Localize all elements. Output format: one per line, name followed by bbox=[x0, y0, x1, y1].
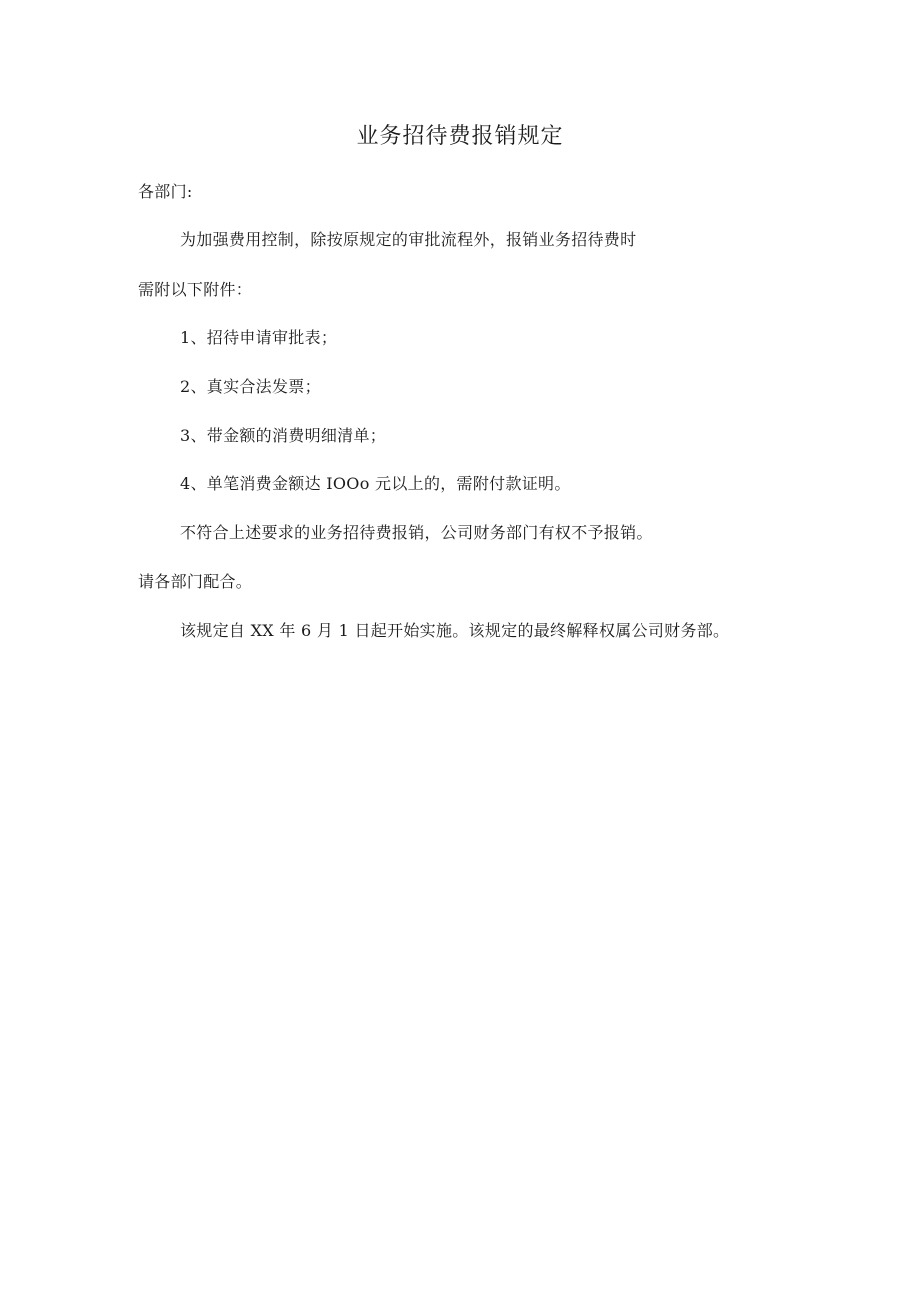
list-item-2: 2、真实合法发票； bbox=[180, 377, 321, 396]
notice-paragraph-line-1: 不符合上述要求的业务招待费报销，公司财务部门有权不予报销。 bbox=[180, 523, 653, 542]
salutation: 各部门: bbox=[138, 182, 193, 201]
document-title: 业务招待费报销规定 bbox=[356, 124, 564, 149]
notice-paragraph-line-2: 请各部门配合。 bbox=[138, 572, 253, 591]
list-item-3: 3、带金额的消费明细清单； bbox=[180, 426, 387, 445]
intro-paragraph-line-1: 为加强费用控制，除按原规定的审批流程外，报销业务招待费时 bbox=[180, 230, 637, 249]
intro-paragraph-line-2: 需附以下附件： bbox=[138, 280, 253, 299]
list-item-1: 1、招待申请审批表； bbox=[180, 328, 338, 347]
effective-date-paragraph: 该规定自 XX 年 6 月 1 日起开始实施。该规定的最终解释权属公司财务部。 bbox=[180, 621, 730, 640]
list-item-4: 4、单笔消费金额达 IOOo 元以上的，需附付款证明。 bbox=[180, 474, 571, 493]
